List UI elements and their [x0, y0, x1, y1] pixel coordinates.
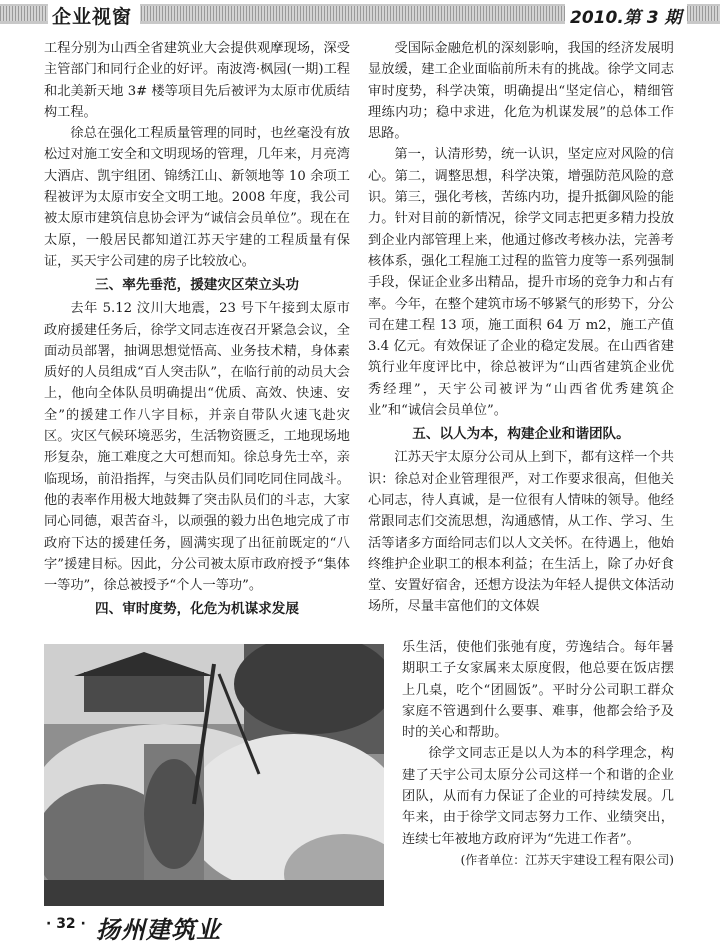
- paragraph: 乐生活，使他们张弛有度，劳逸结合。每年暑期职工子女家属来太原度假，他总要在饭店摆上几桌，吃个“团圆饭”。平时分公司职工群众家庭不管遇到什么要事、难事，他都会给予及时的关心和帮助。: [402, 640, 674, 741]
- magazine-masthead: 扬州建筑业: [96, 915, 221, 944]
- right-column-wrap: [402, 637, 674, 871]
- paragraph: 第一，认清形势，统一认识，坚定应对风险的信心。第二，调整思想，科学决策，增强防范风险的意识。第三，强化考核，苦练内功，提升抵御风险的能力。针对目前的新情况，徐学文同志把更多精力投放到企业内部管理上来，他通过修改考核办法，完善考核体系，强化工程施工过程的监管力度等一系列强制手段，保证企业多出精品，提升市场的竞争力和占有率。今年，在整个建筑市场不够紧气的形势下，分公司在建工程 13 项，施工面积 64 万 m2，施工产值 3.4 亿元。有效保证了企业的稳定发展。在山西省建筑行业年度评比中，徐总被评为“山西省建筑企业优秀经理”，天宇公司被评为“山西省优秀建筑企业”和“诚信会员单位”。: [368, 147, 674, 419]
- left-column: [44, 38, 350, 622]
- paragraph: 江苏天宇太原分公司从上到下，都有这样一个共识：徐总对企业管理很严，对工作要求很高，但他关心同志，待人真诚，是一位很有人情味的领导。他经常跟同志们交流思想，沟通感情，从工作、学习、生活等诸多方面给同志们以人文关怀。在待遇上，他始终维护企业职工的根本利益；在生活上，除了办好食堂、安置好宿舍，还想方设法为年轻人提供文体活动场所，尽量丰富他们的文体娱: [368, 450, 674, 615]
- section-heading: 五、以人为本，构建企业和谐团队。: [412, 426, 630, 443]
- author-affiliation: (作者单位：江苏天宇建设工程有限公司): [460, 852, 674, 867]
- section-heading: 四、审时度势，化危为机谋求发展: [95, 601, 299, 618]
- paragraph: 去年 5.12 汶川大地震，23 号下午接到太原市政府援建任务后，徐学文同志连夜召开紧急会议，全面动员部署，抽调思想觉悟高、业务技术精，身体素质好的人员组成“百人突击队”，在临行前的动员大会上，他向全体队员明确提出“优质、高效、快速、安全”的援建工作八字目标，并亲自带队火速飞赴灾区。灾区气候环境恶劣，生活物资匮乏，工地现场地形复杂，施工难度之大可想而知。徐总身先士卒，亲临现场，前沿指挥，与突击队员们同吃同住同战斗。他的表率作用极大地鼓舞了突击队员们的斗志，大家同心同德，艰苦奋斗，以顽强的毅力出色地完成了市政府下达的援建任务，圆满实现了出征前既定的“八字”援建目标。因此，分公司被太原市政府授予“集体一等功”，徐总被授予“个人一等功”。: [44, 301, 350, 594]
- garden-photo-image: [44, 644, 384, 906]
- garden-photo: [44, 644, 384, 906]
- paragraph: 徐学文同志正是以人为本的科学理念，构建了天宇公司太原分公司这样一个和谐的企业团队，从而有力保证了企业的可持续发展。几年来，由于徐学文同志努力工作、业绩突出，连续七年被地方政府评为“先进工作者”。: [402, 746, 674, 847]
- issue-label: 2010.第 3 期: [570, 8, 682, 28]
- page-number: · 32 ·: [46, 916, 86, 932]
- section-title: 企业视窗: [52, 6, 133, 28]
- section-heading: 三、率先垂范，援建灾区荣立头功: [95, 277, 299, 294]
- page-header: [0, 0, 720, 30]
- paragraph: 工程分别为山西全省建筑业大会提供观摩现场，深受主管部门和同行企业的好评。南波湾·枫园(一期)工程和北美新天地 3# 楼等项目先后被评为太原市优质结构工程。: [44, 41, 350, 120]
- right-column: [368, 38, 674, 618]
- paragraph: 徐总在强化工程质量管理的同时，也丝毫没有放松过对施工安全和文明现场的管理，几年来，月亮湾大酒店、凯宇组团、锦绣江山、新领地等 10 余项工程被评为太原市安全文明工地。2008 年度，我公司被太原市建筑信息协会评为“诚信会员单位”。现在在太原，一般居民都知道江苏天宇建的工程质量有保证，买天宇公司建的房子比较放心。: [44, 126, 350, 269]
- paragraph: 受国际金融危机的深刻影响，我国的经济发展明显放缓，建工企业面临前所未有的挑战。徐学文同志审时度势，科学决策，明确提出“坚定信心，精细管理练内功；稳中求进，化危为机谋发展”的总体工作思路。: [368, 41, 674, 142]
